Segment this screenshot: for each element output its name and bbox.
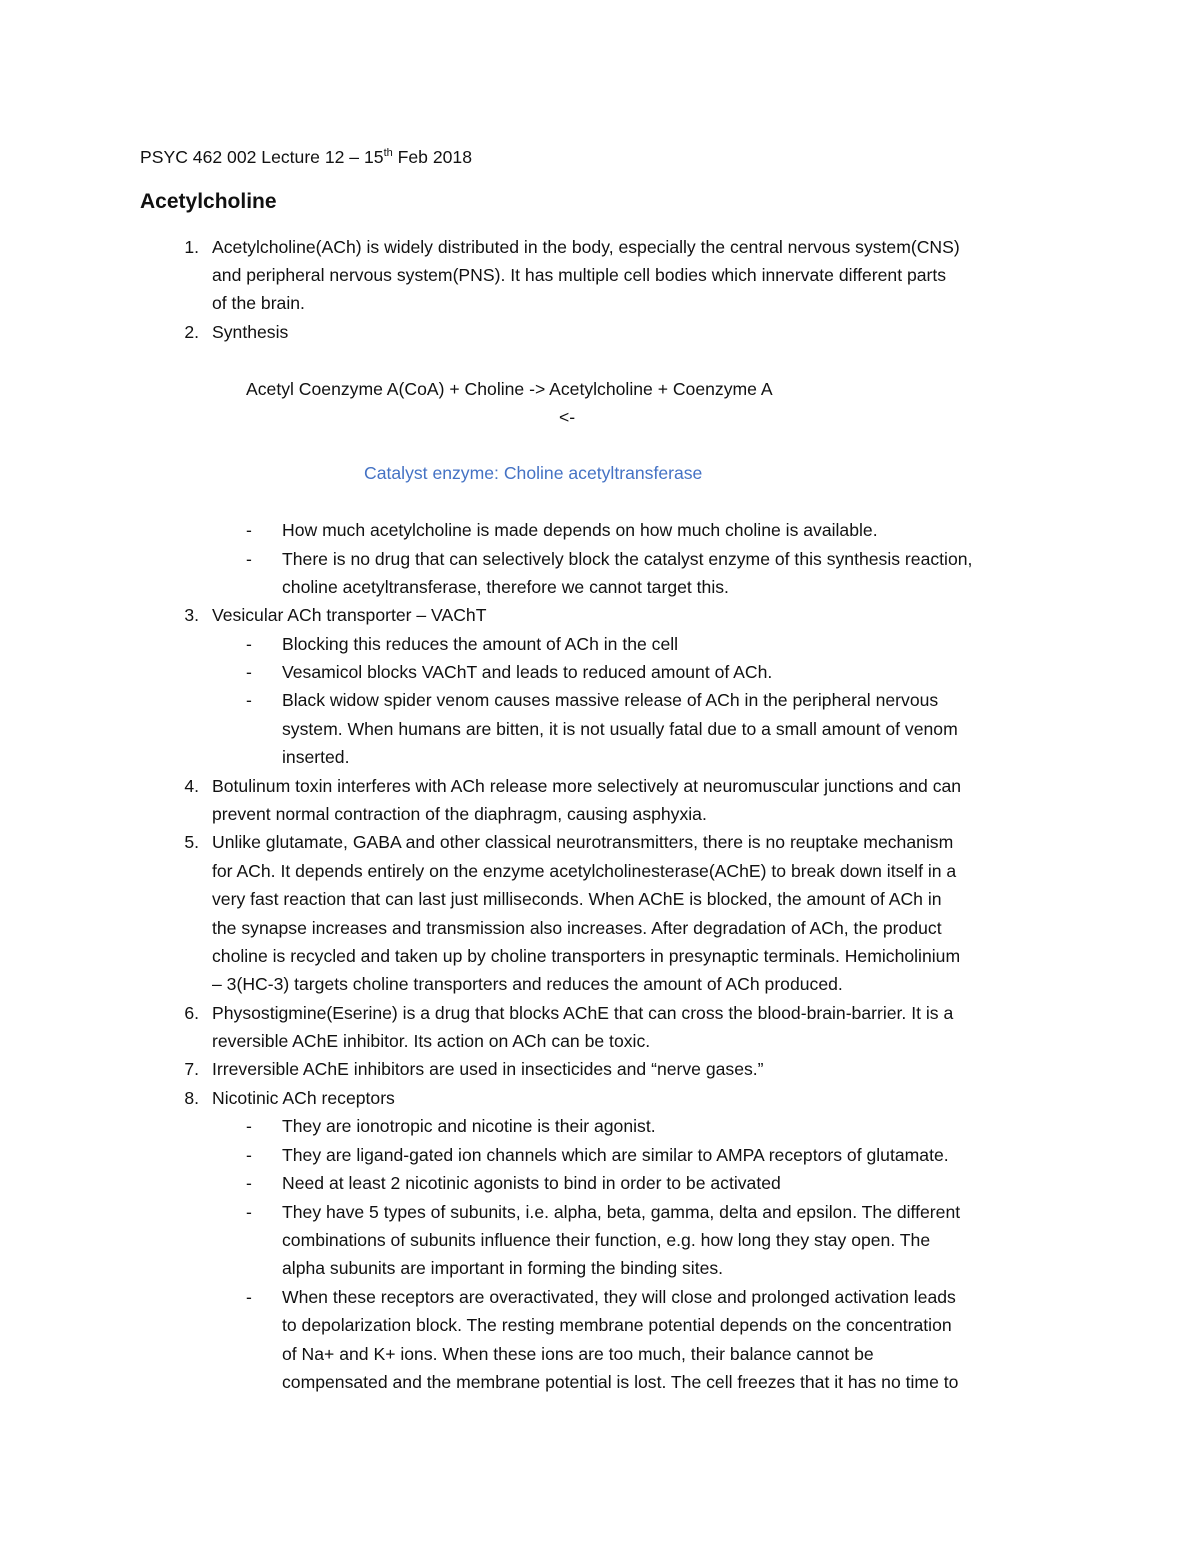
synthesis-bullet-2-line-1: There is no drug that can selectively block the catalyst enzyme of this synthesis reaction, xyxy=(282,549,973,569)
item-5-line-5: choline is recycled and taken up by choline transporters in presynaptic terminals. Hemicholinium xyxy=(212,946,961,966)
item-number: 7. xyxy=(184,1059,199,1079)
section-heading: Acetylcholine xyxy=(140,190,277,213)
bullet-dash: - xyxy=(246,1173,252,1193)
item-6-line-1: Physostigmine(Eserine) is a drug that blocks AChE that can cross the blood-brain-barrier. It is a xyxy=(212,1003,954,1023)
item-5-line-1: Unlike glutamate, GABA and other classical neurotransmitters, there is no reuptake mechanism xyxy=(212,832,954,852)
bullet-dash: - xyxy=(246,634,252,654)
header-title: PSYC 462 002 Lecture 12 – 15 xyxy=(140,147,384,167)
item-1-line-2: and peripheral nervous system(PNS). It has multiple cell bodies which innervate different parts xyxy=(212,265,947,285)
item-5-line-4: the synapse increases and transmission also increases. After degradation of ACh, the product xyxy=(212,918,942,938)
header-superscript: th xyxy=(383,147,393,160)
nicotinic-bullet-4-line-1: They have 5 types of subunits, i.e. alpha, beta, gamma, delta and epsilon. The different xyxy=(282,1202,961,1222)
item-4-line-2: prevent normal contraction of the diaphragm, causing asphyxia. xyxy=(212,804,707,824)
item-number: 3. xyxy=(184,605,199,625)
item-number: 2. xyxy=(184,322,199,342)
vacht-bullet-2: Vesamicol blocks VAChT and leads to reduced amount of ACh. xyxy=(282,662,773,682)
item-4-line-1: Botulinum toxin interferes with ACh release more selectively at neuromuscular junctions and can xyxy=(212,776,962,796)
item-8-line-1: Nicotinic ACh receptors xyxy=(212,1088,395,1108)
item-5-line-2: for ACh. It depends entirely on the enzyme acetylcholinesterase(AChE) to break down itself in a xyxy=(212,861,957,881)
item-1-line-1: Acetylcholine(ACh) is widely distributed in the body, especially the central nervous system(CNS) xyxy=(212,237,960,257)
page-header xyxy=(140,147,472,168)
item-number: 6. xyxy=(184,1003,199,1023)
vacht-bullet-3-line-1: Black widow spider venom causes massive release of ACh in the peripheral nervous xyxy=(282,690,939,710)
item-number: 8. xyxy=(184,1088,199,1108)
bullet-dash: - xyxy=(246,1145,252,1165)
nicotinic-bullet-4-line-3: alpha subunits are important in forming the binding sites. xyxy=(282,1258,724,1278)
vacht-bullet-3-line-3: inserted. xyxy=(282,747,350,767)
nicotinic-bullet-5-line-1: When these receptors are overactivated, they will close and prolonged activation leads xyxy=(282,1287,956,1307)
nicotinic-bullet-4-line-2: combinations of subunits influence their function, e.g. how long they stay open. The xyxy=(282,1230,931,1250)
nicotinic-bullet-5-line-2: to depolarization block. The resting membrane potential depends on the concentration xyxy=(282,1315,952,1335)
item-5-line-6: – 3(HC-3) targets choline transporters and reduces the amount of ACh produced. xyxy=(212,974,843,994)
bullet-dash: - xyxy=(246,690,252,710)
synthesis-bullet-1: How much acetylcholine is made depends on how much choline is available. xyxy=(282,520,878,540)
item-number: 4. xyxy=(184,776,199,796)
header-date: Feb 2018 xyxy=(392,147,472,167)
nicotinic-bullet-5-line-3: of Na+ and K+ ions. When these ions are too much, their balance cannot be xyxy=(282,1344,874,1364)
item-2-line-1: Synthesis xyxy=(212,322,289,342)
item-7-line-1: Irreversible AChE inhibitors are used in insecticides and “nerve gases.” xyxy=(212,1059,764,1079)
item-6-line-2: reversible AChE inhibitor. Its action on ACh can be toxic. xyxy=(212,1031,651,1051)
bullet-dash: - xyxy=(246,1287,252,1307)
nicotinic-bullet-2: They are ligand-gated ion channels which are similar to AMPA receptors of glutamate. xyxy=(282,1145,949,1165)
item-1-line-3: of the brain. xyxy=(212,293,305,313)
bullet-dash: - xyxy=(246,1202,252,1222)
bullet-dash: - xyxy=(246,662,252,682)
nicotinic-bullet-5-line-4: compensated and the membrane potential is lost. The cell freezes that it has no time to xyxy=(282,1372,959,1392)
bullet-dash: - xyxy=(246,520,252,540)
equation-line: Acetyl Coenzyme A(CoA) + Choline -> Acetylcholine + Coenzyme A xyxy=(246,379,773,399)
item-3-line-1: Vesicular ACh transporter – VAChT xyxy=(212,605,487,625)
catalyst-enzyme-label: Catalyst enzyme: Choline acetyltransferase xyxy=(364,463,703,483)
bullet-dash: - xyxy=(246,549,252,569)
nicotinic-bullet-1: They are ionotropic and nicotine is their agonist. xyxy=(282,1116,656,1136)
item-5-line-3: very fast reaction that can last just milliseconds. When AChE is blocked, the amount of ACh in xyxy=(212,889,942,909)
nicotinic-bullet-3: Need at least 2 nicotinic agonists to bind in order to be activated xyxy=(282,1173,781,1193)
item-number: 5. xyxy=(184,832,199,852)
item-number: 1. xyxy=(184,237,199,257)
vacht-bullet-1: Blocking this reduces the amount of ACh in the cell xyxy=(282,634,679,654)
reverse-arrow: <- xyxy=(559,407,576,427)
synthesis-bullet-2-line-2: choline acetyltransferase, therefore we cannot target this. xyxy=(282,577,729,597)
vacht-bullet-3-line-2: system. When humans are bitten, it is not usually fatal due to a small amount of venom xyxy=(282,719,958,739)
bullet-dash: - xyxy=(246,1116,252,1136)
